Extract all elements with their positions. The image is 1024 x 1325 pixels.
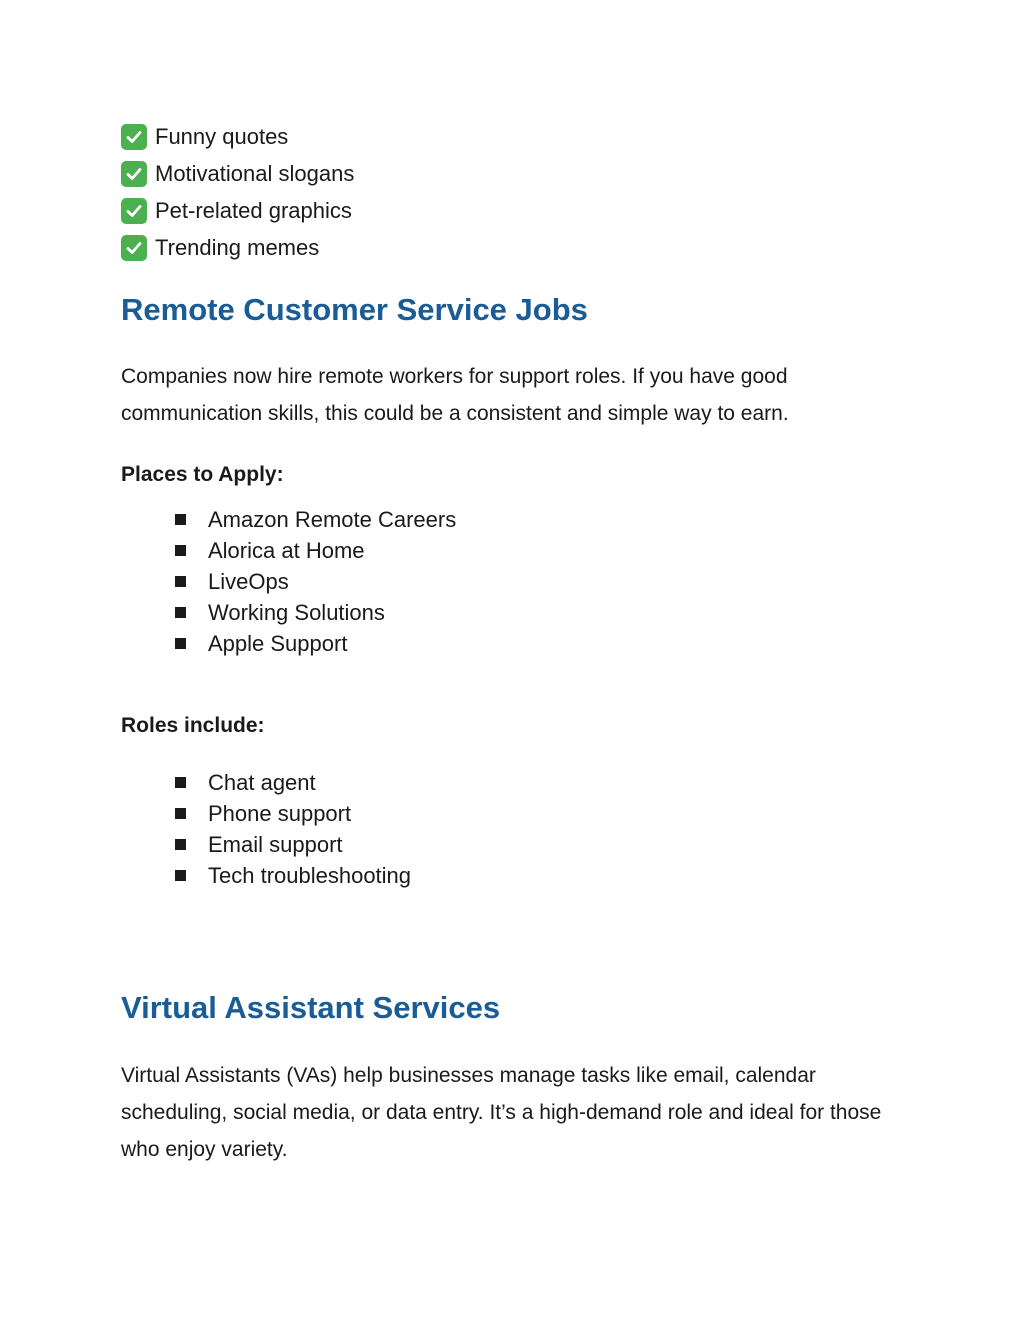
list-item: [172, 860, 411, 891]
square-bullet-icon: [175, 839, 186, 850]
list-item: [172, 798, 411, 829]
checklist-item: [121, 118, 354, 155]
remote-jobs-paragraph: Companies now hire remote workers for support roles. If you have good communication skills, this could be a consistent and simple way to earn.: [121, 365, 789, 425]
list-item-label: Amazon Remote Careers: [208, 507, 457, 532]
list-item-label: Alorica at Home: [208, 538, 365, 563]
check-mark-icon: [121, 124, 147, 150]
checklist-item: [121, 155, 354, 192]
list-item: [172, 829, 411, 860]
square-bullet-icon: [175, 870, 186, 881]
square-bullet-icon: [175, 514, 186, 525]
list-item: [172, 504, 456, 535]
check-mark-icon: [121, 235, 147, 261]
square-bullet-icon: [175, 777, 186, 788]
checklist-item: [121, 192, 354, 229]
checklist-item-label: Pet-related graphics: [155, 198, 352, 223]
roles-list: [172, 767, 411, 891]
square-bullet-icon: [175, 638, 186, 649]
list-item-label: Apple Support: [208, 631, 348, 656]
list-item-label: Chat agent: [208, 770, 316, 795]
list-item-label: Phone support: [208, 801, 352, 826]
virtual-assistant-heading: Virtual Assistant Services: [121, 990, 501, 1025]
places-list: [172, 504, 456, 659]
square-bullet-icon: [175, 545, 186, 556]
virtual-assistant-paragraph: Virtual Assistants (VAs) help businesses manage tasks like email, calendar scheduling, social media, or data entry. It’s a high-demand role and ideal for those who enjoy variety.: [121, 1064, 882, 1161]
list-item-label: LiveOps: [208, 569, 289, 594]
checklist-item-label: Trending memes: [155, 235, 320, 260]
list-item-label: Email support: [208, 832, 343, 857]
check-mark-icon: [121, 161, 147, 187]
checklist-item-label: Motivational slogans: [155, 161, 355, 186]
checklist-item-label: Funny quotes: [155, 124, 289, 149]
list-item: [172, 535, 456, 566]
list-item: [172, 628, 456, 659]
list-item-label: Working Solutions: [208, 600, 385, 625]
checklist: [121, 118, 354, 266]
list-item: [172, 566, 456, 597]
check-mark-icon: [121, 198, 147, 224]
checklist-item: [121, 229, 354, 266]
places-to-apply-heading: Places to Apply:: [121, 463, 284, 486]
list-item: [172, 767, 411, 798]
remote-jobs-heading: Remote Customer Service Jobs: [121, 292, 588, 327]
square-bullet-icon: [175, 607, 186, 618]
square-bullet-icon: [175, 576, 186, 587]
roles-include-heading: Roles include:: [121, 714, 265, 737]
square-bullet-icon: [175, 808, 186, 819]
list-item: [172, 597, 456, 628]
list-item-label: Tech troubleshooting: [208, 863, 412, 888]
